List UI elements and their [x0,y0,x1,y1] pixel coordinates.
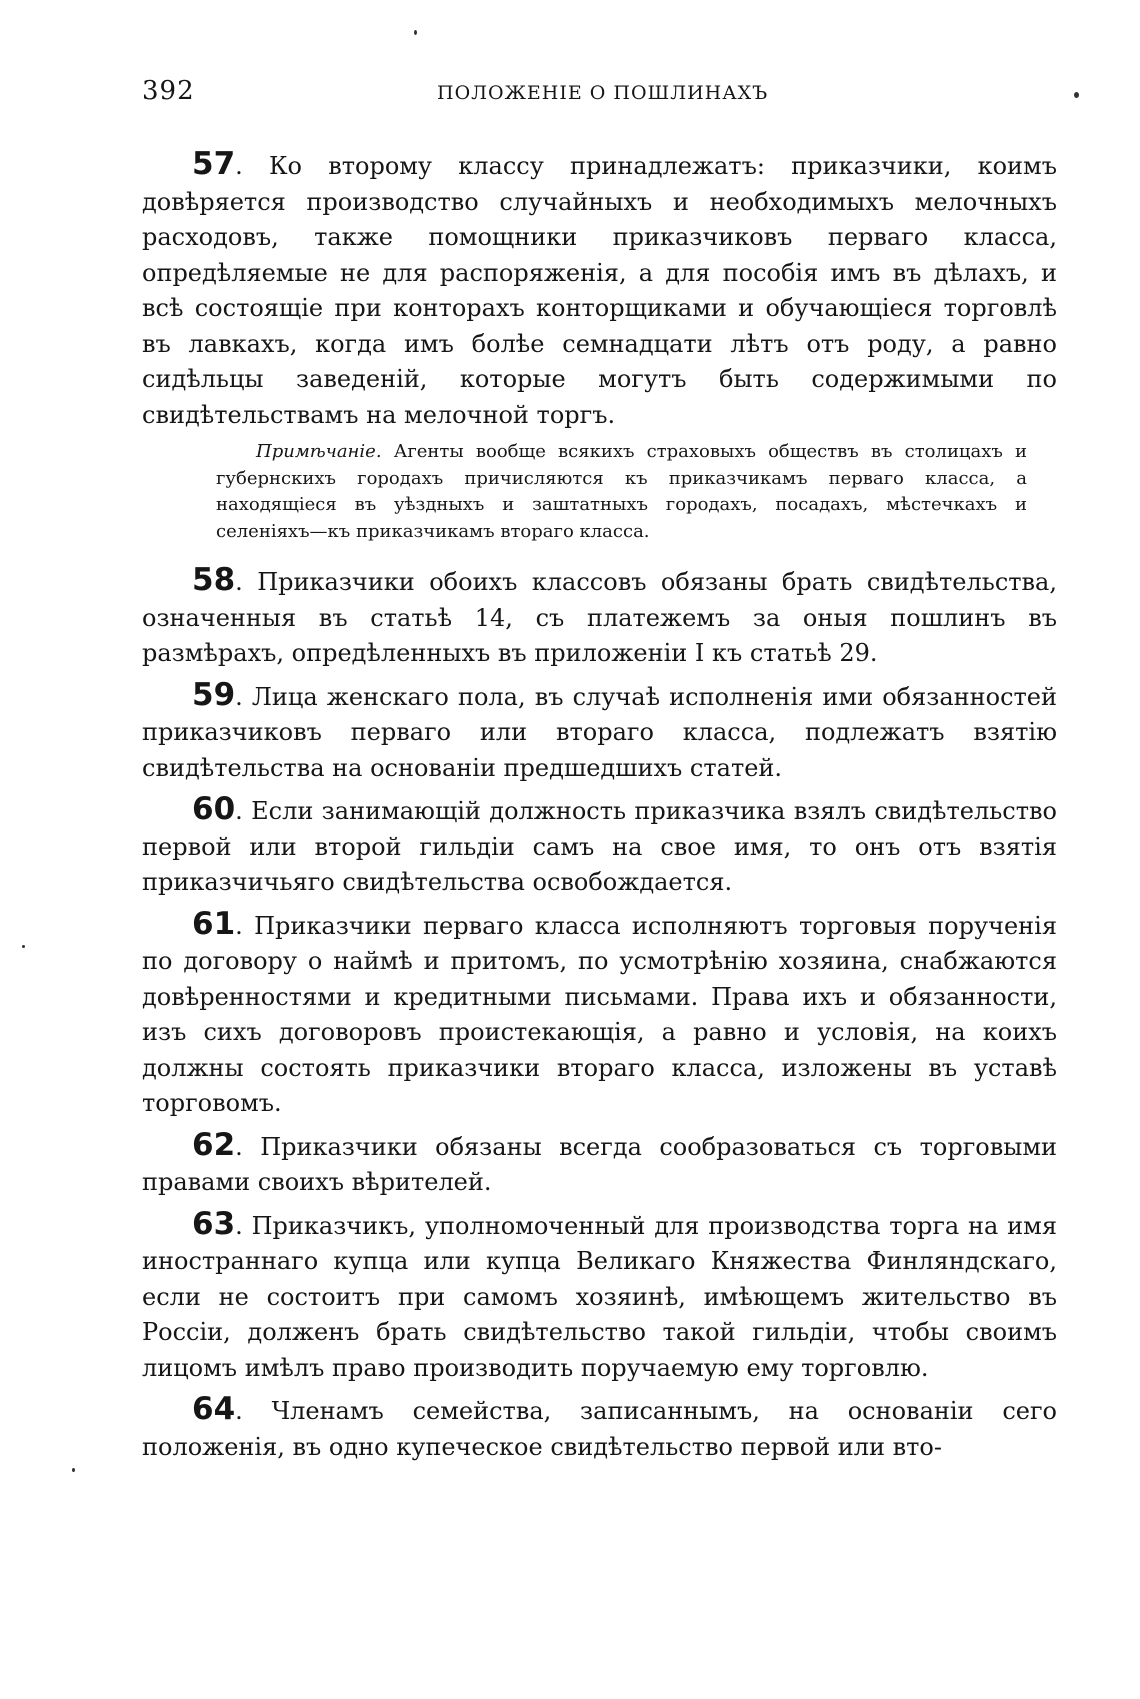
ink-speck [414,30,417,35]
note-label: Примѣчаніе. [256,441,382,462]
ink-speck [72,1468,75,1472]
article-number: 57 [192,146,236,182]
article-60: 60. Если занимающій должность приказчика взялъ свидѣтельство первой или второй гильдіи самъ на свое имя, то онъ отъ взятія приказчичьяго свидѣтельства освобождается. [142,791,1057,896]
article-number: 61 [192,905,236,942]
page-number: 392 [142,76,195,106]
running-title: ПОЛОЖЕНІЕ О ПОШЛИНАХЪ [437,82,769,104]
article-text: Приказчикъ, уполномоченный для производства торга на имя иностраннаго купца или купца Великаго Княжества Финляндскаго, если не состоитъ при самомъ хозяинѣ, имѣющемъ жительство въ Россіи, долженъ брать свидѣтельство такой гильдіи, чтобы своимъ лицомъ имѣлъ право производить поручаемую ему торговлю. [142,1211,1057,1382]
article-number: 59 [192,676,236,713]
article-number: 58 [192,562,236,598]
article-text: Приказчики обоихъ классовъ обязаны брать свидѣтельства, означенныя въ статьѣ 14, съ платежемъ за оныя пошлинъ въ размѣрахъ, опредѣленныхъ въ приложеніи I къ статьѣ 29. [142,568,1057,667]
article-59: 59. Лица женскаго пола, въ случаѣ исполненія ими обязанностей приказчиковъ перваго или втораго класса, подлежатъ взятію свидѣтельства на основаніи предшедшихъ статей. [142,676,1057,782]
page-body [142,147,1057,1471]
article-text: Членамъ семейства, записаннымъ, на основаніи сего положенія, въ одно купеческое свидѣтельство первой или вто- [142,1397,1057,1461]
article-text: Лица женскаго пола, въ случаѣ исполненія ими обязанностей приказчиковъ перваго или втораго класса, подлежатъ взятію свидѣтельства на основаніи предшедшихъ статей. [142,682,1057,782]
article-64: 64. Членамъ семейства, записаннымъ, на основаніи сего положенія, въ одно купеческое свидѣтельство первой или вто- [142,1391,1057,1461]
article-number: 60 [192,791,236,827]
article-text: Если занимающій должность приказчика взялъ свидѣтельство первой или второй гильдіи самъ на свое имя, то онъ отъ взятія приказчичьяго свидѣтельства освобождается. [142,797,1057,896]
article-number: 62 [192,1126,236,1163]
article-number: 63 [192,1205,236,1242]
article-text: Ко второму классу принадлежатъ: приказчики, коимъ довѣряется производство случайныхъ и необходимыхъ мелочныхъ расходовъ, также помощники приказчиковъ перваго класса, опредѣляемые не для распоряженія, а для пособія имъ въ дѣлахъ, и всѣ состоящіе при конторахъ конторщиками и обучающіеся торговлѣ въ лавкахъ, когда имъ болѣе семнадцати лѣтъ отъ роду, а равно сидѣльцы заведеній, которые могутъ быть содержимыми по свидѣтельствамъ на мелочной торгъ. [142,152,1057,429]
article-62: 62. Приказчики обязаны всегда сообразоваться съ торговыми правами своихъ вѣрителей. [142,1126,1057,1196]
article-note [216,439,1027,545]
article-text: Приказчики перваго класса исполняютъ торговыя порученія по договору о наймѣ и притомъ, по усмотрѣнію хозяина, снабжаются довѣренностями и кредитными письмами. Права ихъ и обязанности, изъ сихъ договоровъ проистекающія, а равно и условія, на коихъ должны состоять приказчики втораго класса, изложены въ уставѣ торговомъ. [142,911,1057,1117]
article-text: Приказчики обязаны всегда сообразоваться съ торговыми правами своихъ вѣрителей. [142,1132,1057,1196]
page-header [142,76,1057,116]
ink-speck [1074,92,1079,98]
article-58: 58. Приказчики обоихъ классовъ обязаны брать свидѣтельства, означенныя въ статьѣ 14, съ платежемъ за оныя пошлинъ въ размѣрахъ, опредѣленныхъ въ приложеніи I къ статьѣ 29. [142,562,1057,667]
article-61: 61. Приказчики перваго класса исполняютъ торговыя порученія по договору о наймѣ и притомъ, по усмотрѣнію хозяина, снабжаются довѣренностями и кредитными письмами. Права ихъ и обязанности, изъ сихъ договоровъ проистекающія, а равно и условія, на коихъ должны состоять приказчики втораго класса, изложены въ уставѣ торговомъ. [142,905,1057,1117]
note-text: Агенты вообще всякихъ страховыхъ обществъ въ столицахъ и губернскихъ городахъ причисляются къ приказчикамъ перваго класса, а находящіеся въ уѣздныхъ и заштатныхъ городахъ, посадахъ, мѣстечкахъ и селеніяхъ—къ приказчикамъ втораго класса. [216,441,1027,542]
article-57: 57. Ко второму классу принадлежатъ: приказчики, коимъ довѣряется производство случайныхъ и необходимыхъ мелочныхъ расходовъ, также помощники приказчиковъ перваго класса, опредѣляемые не для распоряженія, а для пособія имъ въ дѣлахъ, и всѣ состоящіе при конторахъ конторщиками и обучающіеся торговлѣ въ лавкахъ, когда имъ болѣе семнадцати лѣтъ отъ роду, а равно сидѣльцы заведеній, которые могутъ быть содержимыми по свидѣтельствамъ на мелочной торгъ. [142,146,1057,429]
article-number: 64 [192,1391,236,1427]
article-63: 63. Приказчикъ, уполномоченный для производства торга на имя иностраннаго купца или купца Великаго Княжества Финляндскаго, если не состоитъ при самомъ хозяинѣ, имѣющемъ жительство въ Россіи, долженъ брать свидѣтельство такой гильдіи, чтобы своимъ лицомъ имѣлъ право производить поручаемую ему торговлю. [142,1205,1057,1382]
ink-speck [22,945,25,948]
